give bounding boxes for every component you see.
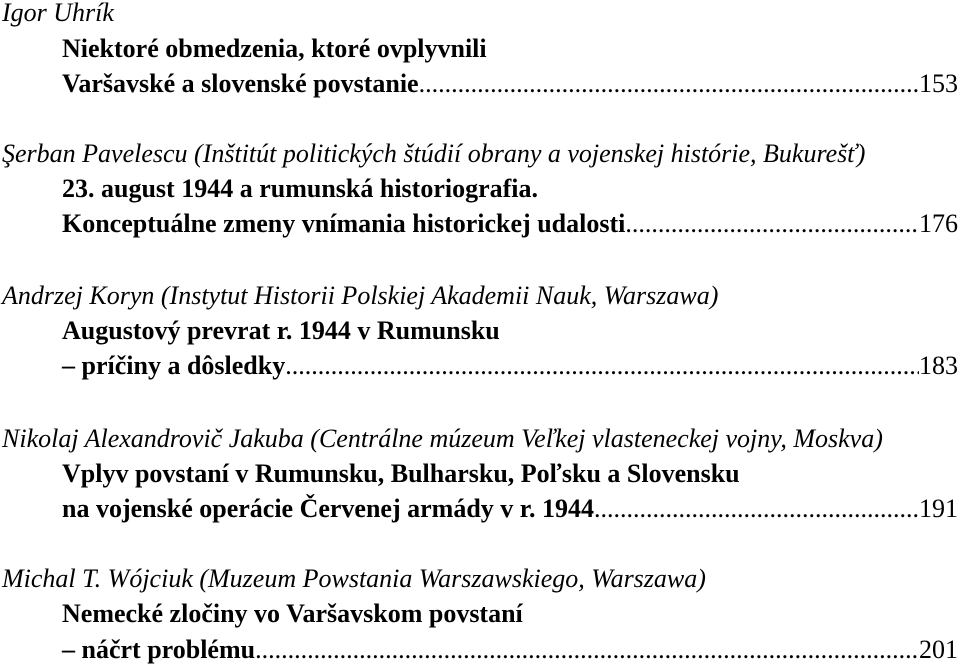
entry-title-last-line: na vojenské operácie Červenej armády v r. 1944 <box>62 494 594 523</box>
page-number: 201 <box>919 635 958 664</box>
entry-title-last-line: Varšavské a slovenské povstanie <box>62 69 419 98</box>
entry-author: Andrzej Koryn (Instytut Historii Polskiej Akademii Nauk, Warszawa) <box>2 281 719 310</box>
entry-title-with-page <box>62 208 958 240</box>
leader-dots <box>255 634 919 666</box>
leader-dots <box>419 68 919 100</box>
leader-dots <box>594 493 919 525</box>
entry-title: Nemecké zločiny vo Varšavskom povstaní <box>62 599 523 628</box>
entry-title-last-line: – príčiny a dôsledky <box>62 351 286 380</box>
entry-author: Michal T. Wójciuk (Muzeum Powstania Warszawskiego, Warszawa) <box>2 564 706 593</box>
entry-author: Nikolaj Alexandrovič Jakuba (Centrálne múzeum Veľkej vlasteneckej vojny, Moskva) <box>2 424 883 453</box>
entry-title-last-line: – náčrt problému <box>62 635 256 664</box>
page-number: 191 <box>919 494 958 523</box>
entry-title-last-line: Konceptuálne zmeny vnímania historickej udalosti <box>62 209 626 238</box>
leader-dots <box>625 208 919 240</box>
entry-title-with-page <box>62 634 958 666</box>
entry-author: Şerban Pavelescu (Inštitút politických štúdií obrany a vojenskej histórie, Bukurešť) <box>2 139 866 168</box>
entry-title: 23. august 1944 a rumunská historiografia. <box>62 174 538 203</box>
entry-title: Vplyv povstaní v Rumunsku, Bulharsku, Poľsku a Slovensku <box>62 459 740 488</box>
entry-title: Niektoré obmedzenia, ktoré ovplyvnili <box>62 34 487 63</box>
leader-dots <box>285 350 919 382</box>
entry-title: Augustový prevrat r. 1944 v Rumunsku <box>62 316 500 345</box>
entry-title-with-page <box>62 350 958 382</box>
page-number: 183 <box>919 351 958 380</box>
entry-author: Igor Uhrík <box>2 0 114 27</box>
page-number: 153 <box>919 69 958 98</box>
entry-title-with-page <box>62 68 958 100</box>
page-number: 176 <box>919 209 958 238</box>
entry-title-with-page <box>62 493 958 525</box>
